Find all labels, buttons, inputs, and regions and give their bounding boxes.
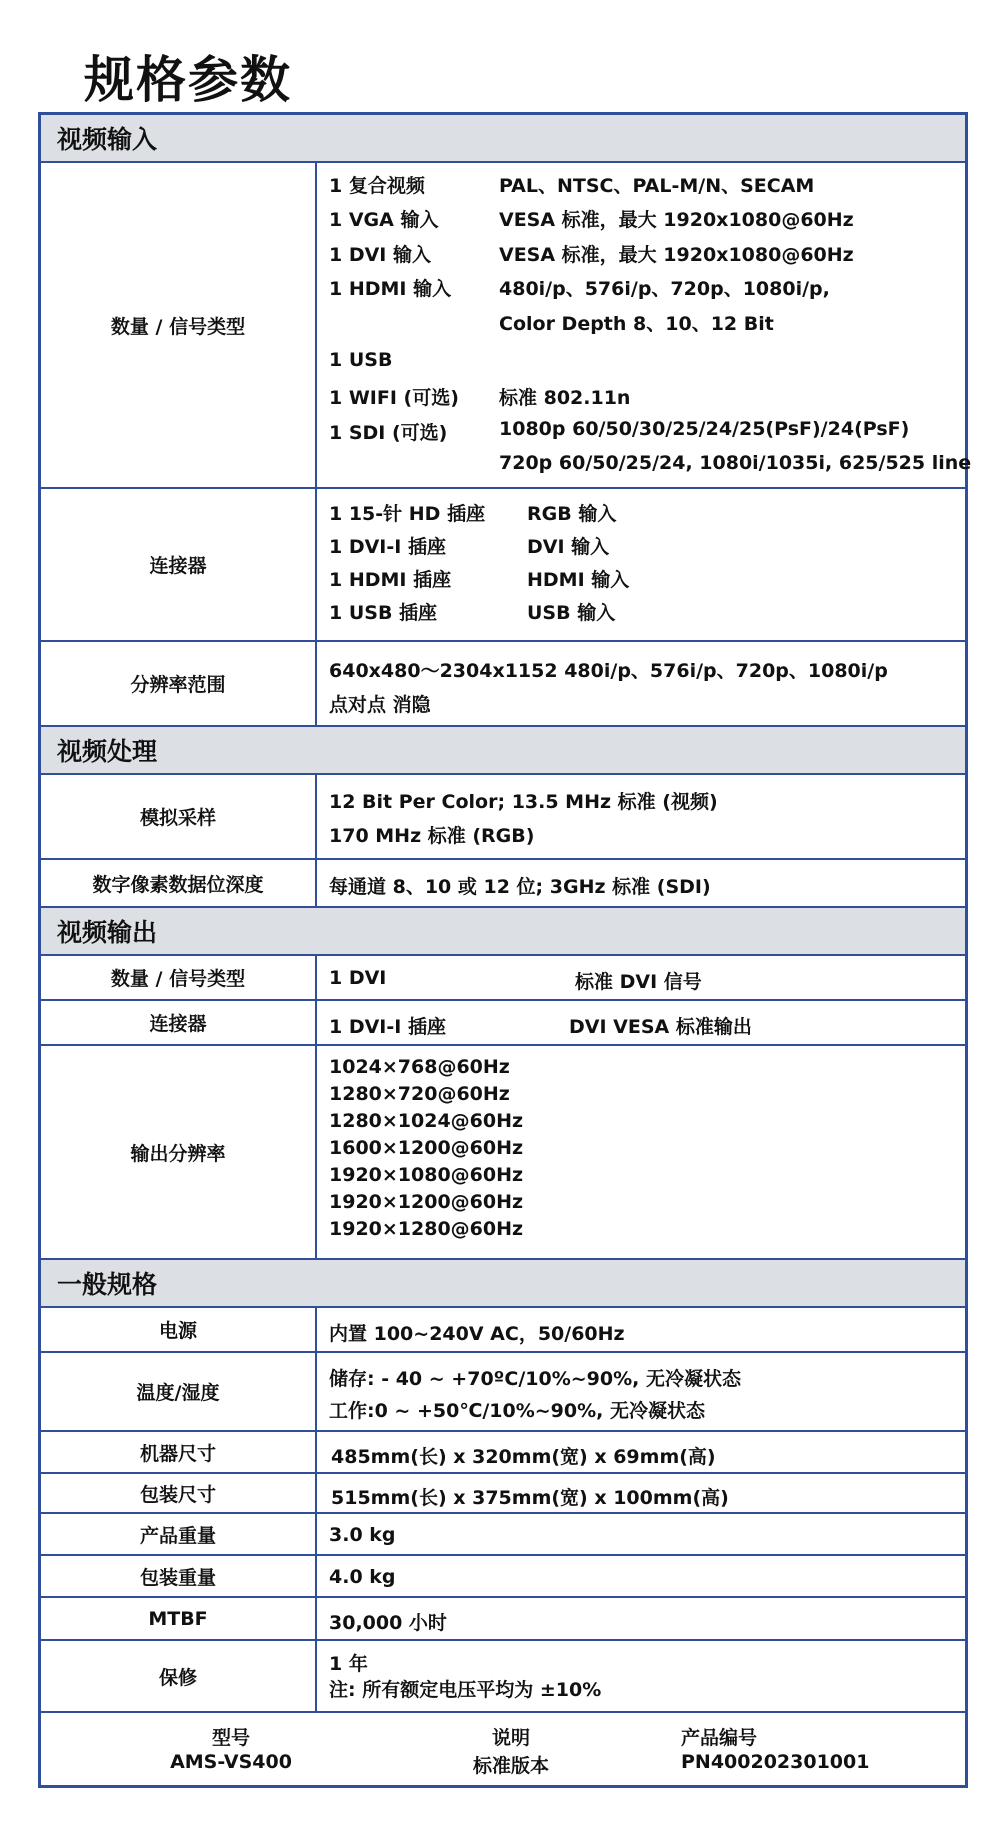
value-line: 1 USB [329, 349, 393, 371]
value-line: 每通道 8、10 或 12 位; 3GHz 标准 (SDI) [329, 876, 711, 898]
value-line: RGB 输入 [527, 503, 617, 525]
value-line: 标准 802.11n [499, 387, 631, 410]
footer-desc-value: 标准版本 [472, 1755, 549, 1777]
row-label: 温度/湿度 [41, 1353, 317, 1430]
row-warranty [41, 1641, 965, 1711]
value-line: 480i/p、576i/p、720p、1080i/p, [499, 278, 830, 301]
value-line: DVI VESA 标准输出 [569, 1016, 752, 1038]
footer-model-value: AMS-VS400 [170, 1751, 292, 1773]
row-value [329, 775, 957, 858]
value-line: 515mm(长) x 375mm(宽) x 100mm(高) [331, 1487, 729, 1509]
row-value [329, 1353, 957, 1430]
row-value [329, 1514, 957, 1554]
value-line: 1 VGA 输入 [329, 209, 439, 232]
value-line: 3.0 kg [329, 1524, 396, 1546]
row-power [41, 1308, 965, 1353]
value-line: 注: 所有额定电压平均为 ±10% [329, 1679, 602, 1701]
value-line: Color Depth 8、10、12 Bit [499, 312, 774, 335]
resolution-item: 1280×720@60Hz [329, 1083, 510, 1105]
row-label: 产品重量 [41, 1514, 317, 1554]
value-line: 1 DVI [329, 967, 387, 989]
row-weight [41, 1514, 965, 1556]
row-value [329, 860, 957, 906]
row-label: 包装尺寸 [41, 1474, 317, 1512]
row-label: 输出分辨率 [41, 1046, 317, 1258]
row-label: 数字像素数据位深度 [41, 860, 317, 906]
value-line: 1080p 60/50/30/25/24/25(PsF)/24(PsF) [499, 417, 910, 440]
resolution-item: 1920×1200@60Hz [329, 1191, 524, 1213]
row-label: 机器尺寸 [41, 1432, 317, 1472]
row-value [329, 956, 957, 999]
value-line: 1 DVI 输入 [329, 243, 431, 266]
resolution-item: 1024×768@60Hz [329, 1056, 510, 1078]
row-value [329, 1474, 957, 1512]
value-line: 1 HDMI 输入 [329, 278, 452, 301]
row-value [329, 489, 957, 640]
row-temperature [41, 1353, 965, 1432]
section-header-video-input: 视频输入 [41, 115, 965, 163]
row-size [41, 1432, 965, 1474]
value-line: DVI 输入 [527, 536, 610, 558]
footer-pn-value: PN400202301001 [681, 1751, 870, 1773]
row-analog-sampling [41, 775, 965, 860]
footer [41, 1711, 965, 1785]
section-header-general: 一般规格 [41, 1260, 965, 1308]
value-line: 1 SDI (可选) [329, 421, 448, 444]
spec-table [38, 112, 972, 1788]
row-mtbf [41, 1598, 965, 1641]
row-label: 连接器 [41, 489, 317, 640]
value-line: 1 15-针 HD 插座 [329, 503, 486, 525]
row-output-connector [41, 1001, 965, 1046]
value-line: VESA 标准，最大 1920x1080@60Hz [499, 243, 854, 266]
value-line: 储存: - 40 ~ +70ºC/10%~90%, 无冷凝状态 [329, 1368, 741, 1390]
resolution-item: 1920×1080@60Hz [329, 1164, 524, 1186]
footer-pn-label: 产品编号 [681, 1727, 758, 1749]
footer-desc-label: 说明 [491, 1727, 530, 1749]
value-line: 1 DVI-I 插座 [329, 536, 446, 558]
row-label: 电源 [41, 1308, 317, 1351]
footer-model-label: 型号 [211, 1727, 250, 1749]
value-line: PAL、NTSC、PAL-M/N、SECAM [499, 175, 815, 197]
row-value [329, 1598, 957, 1639]
value-line: 点对点 消隐 [329, 694, 431, 716]
row-input-resolution [41, 642, 965, 727]
value-line: USB 输入 [527, 602, 616, 624]
row-bit-depth [41, 860, 965, 908]
row-output-quantity [41, 956, 965, 1001]
row-label: 分辨率范围 [41, 642, 317, 725]
value-line: 1 USB 插座 [329, 602, 438, 624]
row-value [329, 1046, 957, 1258]
value-line: VESA 标准，最大 1920x1080@60Hz [499, 209, 854, 232]
section-header-video-output: 视频输出 [41, 908, 965, 956]
resolution-item: 1920×1280@60Hz [329, 1218, 524, 1240]
row-label: 连接器 [41, 1001, 317, 1044]
page-title: 规格参数 [84, 51, 292, 109]
resolution-item: 1280×1024@60Hz [329, 1110, 524, 1132]
value-line: 1 年 [329, 1653, 368, 1675]
resolution-item: 1600×1200@60Hz [329, 1137, 524, 1159]
value-line: 485mm(长) x 320mm(宽) x 69mm(高) [331, 1446, 716, 1468]
value-line: 640x480～2304x1152 480i/p、576i/p、720p、1080i/p [329, 660, 888, 682]
value-line: 4.0 kg [329, 1566, 396, 1588]
row-value [329, 1556, 957, 1596]
row-package-weight [41, 1556, 965, 1598]
value-line: 1 DVI-I 插座 [329, 1016, 446, 1038]
row-package-size [41, 1474, 965, 1514]
row-label: 模拟采样 [41, 775, 317, 858]
row-value [329, 163, 972, 487]
row-input-quantity [41, 163, 972, 489]
value-line: 1 复合视频 [329, 175, 425, 197]
row-value [329, 1641, 957, 1711]
value-line: 12 Bit Per Color; 13.5 MHz 标准 (视频) [329, 791, 718, 813]
value-line: 170 MHz 标准 (RGB) [329, 825, 535, 847]
section-header-video-processing: 视频处理 [41, 727, 965, 775]
value-line: 1 WIFI (可选) [329, 387, 459, 410]
row-label: 保修 [41, 1641, 317, 1711]
row-label: 包装重量 [41, 1556, 317, 1596]
row-value [329, 642, 957, 725]
value-line: 工作:0 ~ +50℃/10%~90%, 无冷凝状态 [329, 1400, 705, 1422]
row-value [329, 1001, 957, 1044]
value-line: 内置 100~240V AC，50/60Hz [329, 1323, 625, 1345]
row-label: 数量 / 信号类型 [41, 956, 317, 999]
value-line: 1 HDMI 插座 [329, 569, 452, 591]
row-value [329, 1308, 957, 1351]
value-line: 720p 60/50/25/24, 1080i/1035i, 625/525 line [499, 452, 972, 475]
row-label: 数量 / 信号类型 [41, 163, 317, 487]
value-line: HDMI 输入 [527, 569, 630, 591]
row-label: MTBF [41, 1598, 317, 1639]
row-output-resolution [41, 1046, 965, 1260]
row-input-connector [41, 489, 965, 642]
value-line: 30,000 小时 [329, 1612, 447, 1634]
row-value [329, 1432, 957, 1472]
value-line: 标准 DVI 信号 [575, 971, 702, 993]
